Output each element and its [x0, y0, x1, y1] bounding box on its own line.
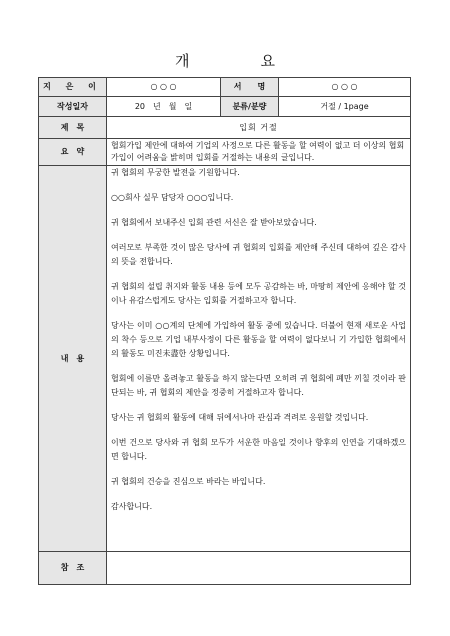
content-paragraph: ○○회사 실무 담당자 ○○○입니다. [111, 193, 234, 202]
content-paragraph: 당사는 귀 협회의 활동에 대해 뒤에서나마 관심과 격려로 응원할 것입니다. [111, 413, 369, 422]
summary-value: 협회가입 제안에 대하여 기업의 사정으로 다른 활동을 할 여력이 없고 더 이상의 협회가입이 어려움을 밝히며 입회를 거절하는 내용의 글입니다. [107, 139, 411, 166]
content-paragraph: 협회에 이름만 올려놓고 활동을 하지 않는다면 오히려 귀 협회에 폐만 끼칠 것이라 판단되는 바, 귀 협회의 제안을 정중히 거절하고자 합니다. [111, 374, 406, 397]
page-title: 개 요 [175, 52, 303, 70]
date-label: 작성일자 [39, 97, 107, 117]
content-paragraph: 당사는 이미 ○○계의 단체에 가입하여 활동 중에 있습니다. 더불어 현재 새로운 사업의 착수 등으로 기업 내부사정이 다른 활동을 할 여력이 없다보니 기 가입한 협회에서의 활동도 미진未盡한 상황입니다. [111, 321, 406, 358]
summary-row [39, 139, 411, 166]
content-row [39, 166, 411, 552]
content-paragraph: 귀 협회의 건승을 진심으로 바라는 바입니다. [111, 477, 266, 486]
content-body [107, 166, 411, 552]
signature-value: ○ ○ ○ [279, 78, 411, 97]
date-row [39, 97, 411, 117]
content-paragraph: 귀 협회의 무궁한 발전을 기원합니다. [111, 168, 240, 177]
reference-label: 참 조 [39, 552, 107, 585]
content-paragraph: 여러모로 부족한 것이 많은 당사에 귀 협회의 입회를 제안해 주신데 대하여 깊은 감사의 뜻을 전합니다. [111, 243, 406, 266]
content-paragraph: 귀 협회의 설립 취지와 활동 내용 등에 모두 공감하는 바, 마땅히 제안에 응해야 할 것이나 유감스럽게도 당사는 입회를 거절하고자 합니다. [111, 282, 406, 305]
signature-label: 서 명 [221, 78, 279, 97]
author-row [39, 78, 411, 97]
document-table [38, 77, 411, 585]
subject-value: 입회 거절 [107, 117, 411, 139]
content-label: 내 용 [39, 166, 107, 552]
author-value: ○ ○ ○ [107, 78, 221, 97]
subject-label: 제 목 [39, 117, 107, 139]
content-paragraph: 감사합니다. [111, 502, 153, 511]
summary-label: 요 약 [39, 139, 107, 166]
date-value: 20 년 월 일 [107, 97, 221, 117]
category-value: 거절 / 1page [279, 97, 411, 117]
author-label: 지 은 이 [39, 78, 107, 97]
reference-row [39, 552, 411, 585]
subject-row [39, 117, 411, 139]
content-paragraph: 이번 건으로 당사와 귀 협회 모두가 서운한 마음일 것이나 향후의 인연을 기대하겠으면 합니다. [111, 438, 406, 461]
reference-value [107, 552, 411, 585]
content-paragraph: 귀 협회에서 보내주신 입회 관련 서신은 잘 받아보았습니다. [111, 218, 317, 227]
category-label: 분류/분량 [221, 97, 279, 117]
